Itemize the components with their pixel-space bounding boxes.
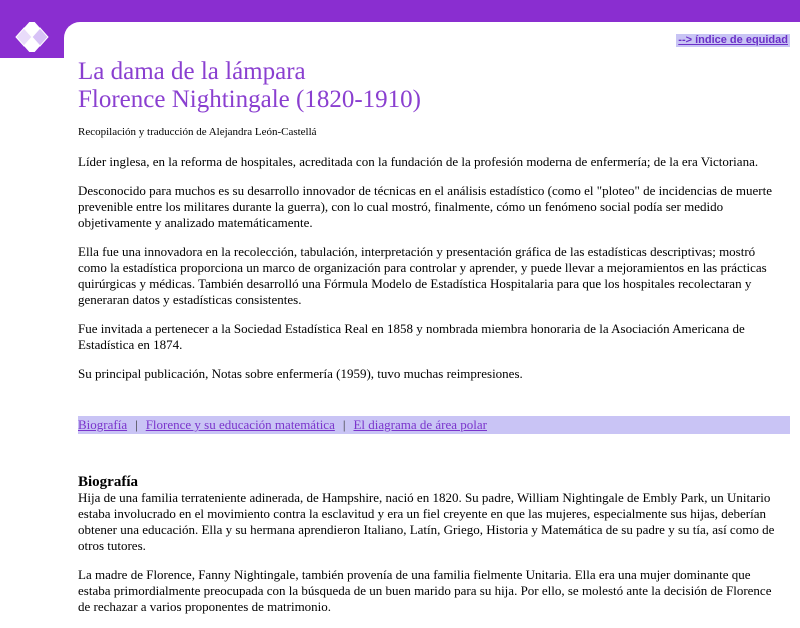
intro-paragraph: Desconocido para muchos es su desarrollo innovador de técnicas en el análisis estadístico (como el "ploteo" de incidencias de muerte prevenible entre los militares durante la guerra), con lo cual mostró, finalmente, cómo un fenómeno social podía ser medido objetivamente y analizado matemáticamente. [78, 183, 772, 230]
biography-paragraph: La madre de Florence, Fanny Nightingale, también provenía de una familia fielmente Unitaria. Ella era una mujer dominante que estaba primordialmente preocupada con la búsqueda de un buen marido para su hija. Por ello, se molestó ante la decisión de Florence de rechazar a varios proponentes de matrimonio. [78, 567, 772, 614]
page-title [78, 58, 786, 114]
nav-link-educacion[interactable]: Florence y su educación matemática [145, 417, 335, 432]
biography-paragraph: Hija de una familia terrateniente adinerada, de Hampshire, nació en 1820. Su padre, William Nightingale de Embly Park, un Unitario estaba involucrado en el movimiento contra la esclavitud y era un fiel creyente en que las mujeres, especialmente sus hijas, deberían obtener una educación. Ella y su hermana aprendieron Italiano, Latín, Griego, Historia y Matemática de su padre y su tía, así como de otros tutores. [78, 490, 775, 553]
credit-line: Recopilación y traducción de Alejandra León-Castellá [78, 126, 317, 138]
biography-section [78, 474, 786, 628]
section-nav [78, 416, 790, 434]
title-line-1: La dama de la lámpara [78, 58, 306, 85]
nav-link-biografia[interactable]: Biografía [78, 417, 128, 432]
site-logo-icon[interactable] [14, 22, 50, 52]
nav-separator: | [342, 417, 346, 432]
nav-separator: | [135, 417, 138, 432]
intro-paragraph: Líder inglesa, en la reforma de hospitales, acreditada con la fundación de la profesión moderna de enfermería; de la era Victoriana. [78, 154, 759, 169]
top-banner [0, 0, 800, 22]
intro-paragraph: Ella fue una innovadora en la recolección, tabulación, interpretación y presentación gráfica de las estadísticas descriptivas; mostró como la estadística proporciona un marco de organización para controlar y aprender, y puede llevar a mejoramientos en las prácticas quirúrgicas y médicas. También desarrolló una Fórmula Modelo de Estadística Hospitalaria para que los hospitales recolectaran y generaran datos y estadísticas consistentes. [78, 244, 767, 307]
nav-link-diagrama[interactable]: El diagrama de área polar [353, 417, 488, 432]
intro-paragraph: Su principal publicación, Notas sobre enfermería (1959), tuvo muchas reimpresiones. [78, 366, 523, 381]
index-link[interactable]: --> índice de equidad [678, 34, 788, 46]
intro-paragraph: Fue invitada a pertenecer a la Sociedad Estadística Real en 1858 y nombrada miembra honoraria de la Asociación Americana de Estadística en 1874. [78, 321, 745, 352]
corner-curve [64, 22, 80, 38]
title-line-2: Florence Nightingale (1820-1910) [78, 86, 421, 113]
biography-heading: Biografía [78, 474, 138, 490]
main-content [78, 58, 786, 395]
